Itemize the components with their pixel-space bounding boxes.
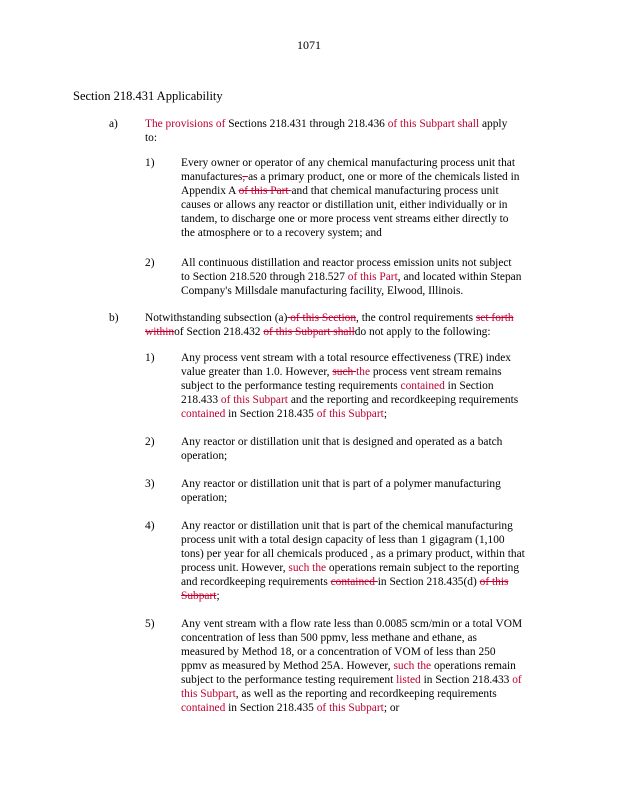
inserted-text: of this Subpart (220, 394, 291, 406)
deleted-text: of this Part (238, 185, 292, 197)
inserted-text: of this Part (347, 271, 398, 283)
text-line (181, 687, 522, 701)
item-label: 2) (145, 257, 155, 269)
text-line (181, 673, 522, 687)
text-line (181, 256, 521, 270)
deleted-text: within (145, 326, 175, 338)
inserted-text: The provisions of (145, 118, 229, 130)
text-line (181, 351, 518, 365)
text-run: and that chemical manufacturing process unit (291, 185, 499, 197)
text-run: to Section 218.520 through 218.527 (181, 271, 348, 283)
inserted-text: this Subpart (181, 688, 236, 700)
text-run: in Section 218.435 (228, 702, 317, 714)
text-run: All continuous distillation and reactor process emission units not subject (181, 257, 512, 269)
inserted-text: such the (393, 660, 434, 672)
text-line (181, 617, 522, 631)
deleted-text: set forth (475, 312, 514, 324)
text-run: ; or (383, 702, 400, 714)
text-line (181, 477, 501, 491)
text-run: operation; (181, 450, 228, 462)
text-line (181, 631, 522, 645)
text-line (181, 407, 518, 421)
item-text (181, 477, 501, 505)
text-run: tons) per year for all chemicals produced , as a primary product, within that (181, 548, 525, 560)
text-run: Any reactor or distillation unit that is part of the chemical manufacturing (181, 520, 513, 532)
inserted-text: of (512, 674, 522, 686)
deleted-text: such (332, 366, 357, 378)
text-line (181, 491, 501, 505)
text-run: Every owner or operator of any chemical manufacturing process unit that (181, 157, 515, 169)
text-run: Notwithstanding subsection (a) (145, 312, 288, 324)
text-line (181, 435, 502, 449)
item-text (181, 435, 502, 463)
text-run: Company's Millsdale manufacturing facility, Elwood, Illinois. (181, 285, 464, 297)
text-run: ; (216, 590, 220, 602)
text-run: in Section (447, 380, 494, 392)
text-run: value greater than 1.0. However, (181, 366, 333, 378)
text-run: Sections 218.431 through 218.436 (228, 118, 388, 130)
item-text (181, 156, 519, 240)
text-line (181, 575, 525, 589)
text-run: Any reactor or distillation unit that is part of a polymer manufacturing (181, 478, 501, 490)
item-label: 1) (145, 352, 155, 364)
text-run: do not apply to the following: (354, 326, 491, 338)
text-line (181, 701, 522, 715)
text-line (181, 547, 525, 561)
text-line (181, 365, 518, 379)
deleted-text: of this (479, 576, 509, 588)
text-line (181, 645, 522, 659)
text-run: Any vent stream with a flow rate less than 0.0085 scm/min or a total VOM (181, 618, 523, 630)
item-label: 3) (145, 478, 155, 490)
text-run: , as well as the reporting and recordkeeping requirements (235, 688, 497, 700)
text-line (145, 325, 514, 339)
text-line (181, 156, 519, 170)
text-line (181, 561, 525, 575)
text-run: process unit. However, (181, 562, 289, 574)
text-line (181, 198, 519, 212)
text-run: ppmv as measured by Method 25A. However, (181, 660, 394, 672)
text-run: measured by Method 18, or a concentration of VOM of less than 250 (181, 646, 496, 658)
text-line (145, 131, 507, 145)
inserted-text: listed (396, 674, 424, 686)
text-line (181, 226, 519, 240)
subsection-text (145, 117, 507, 145)
text-line (181, 519, 525, 533)
text-line (181, 270, 521, 284)
item-label: 1) (145, 157, 155, 169)
text-run: ; (383, 408, 387, 420)
subsection-label: b) (109, 312, 119, 324)
deleted-text: contained (330, 576, 378, 588)
page-number: 1071 (297, 38, 321, 52)
inserted-text: contained (400, 380, 448, 392)
deleted-text: , (242, 171, 249, 183)
item-label: 5) (145, 618, 155, 630)
text-run: in Section 218.435(d) (377, 576, 480, 588)
text-line (181, 170, 519, 184)
text-run: Any process vent stream with a total resource effectiveness (TRE) index (181, 352, 512, 364)
text-run: as a primary product, one or more of the chemicals listed in (248, 171, 520, 183)
text-line (181, 589, 525, 603)
subsection-label: a) (109, 118, 118, 130)
text-run: manufactures (181, 171, 243, 183)
text-run: Any reactor or distillation unit that is designed and operated as a batch (181, 436, 503, 448)
text-run: causes or allows any reactor or distillation unit, either individually or in (181, 199, 508, 211)
text-line (181, 393, 518, 407)
text-run: to: (145, 132, 158, 144)
text-line (145, 117, 507, 131)
deleted-text: of this Subpart shall (263, 326, 355, 338)
text-run: operations remain (433, 660, 516, 672)
inserted-text: such the (288, 562, 329, 574)
text-run: process unit with a total design capacity of less than 1 gigagram (1,100 (181, 534, 505, 546)
section-heading: Section 218.431 Applicability (73, 89, 223, 103)
text-line (181, 184, 519, 198)
text-run: Appendix A (181, 185, 239, 197)
item-label: 2) (145, 436, 155, 448)
text-run: and recordkeeping requirements (181, 576, 331, 588)
inserted-text: contained (181, 702, 229, 714)
item-text (181, 519, 525, 603)
text-line (181, 379, 518, 393)
text-line (181, 533, 525, 547)
inserted-text: of this Subpart (316, 702, 384, 714)
text-line (145, 311, 514, 325)
inserted-text: contained (181, 408, 229, 420)
inserted-text: the (356, 366, 373, 378)
subsection-text (145, 311, 514, 339)
text-run: operation; (181, 492, 228, 504)
text-run: process vent stream remains (372, 366, 502, 378)
inserted-text: of this Subpart shall (387, 118, 482, 130)
text-line (181, 449, 502, 463)
text-run: the atmosphere or to a recovery system; and (181, 227, 382, 239)
deleted-text: of this Section (287, 312, 357, 324)
text-run: in Section 218.433 (423, 674, 513, 686)
text-run: subject to the performance testing requirement (181, 674, 397, 686)
text-run: operations remain subject to the reporting (328, 562, 520, 574)
text-line (181, 659, 522, 673)
item-text (181, 351, 518, 421)
item-text (181, 256, 521, 298)
text-run: , the control requirements (356, 312, 476, 324)
item-label: 4) (145, 520, 155, 532)
text-run: 218.433 (181, 394, 221, 406)
text-run: concentration of less than 500 ppmv, less methane and ethane, as (181, 632, 477, 644)
inserted-text: of this Subpart (316, 408, 384, 420)
text-run: apply (481, 118, 508, 130)
text-run: subject to the performance testing requirements (181, 380, 401, 392)
text-run: of Section 218.432 (174, 326, 264, 338)
item-text (181, 617, 522, 715)
text-line (181, 212, 519, 226)
deleted-text: Subpart (181, 590, 217, 602)
text-run: in Section 218.435 (228, 408, 317, 420)
text-line (181, 284, 521, 298)
text-run: , and located within Stepan (397, 271, 522, 283)
text-run: tandem, to discharge one or more process vent streams either directly to (181, 213, 509, 225)
text-run: and the reporting and recordkeeping requirements (290, 394, 519, 406)
